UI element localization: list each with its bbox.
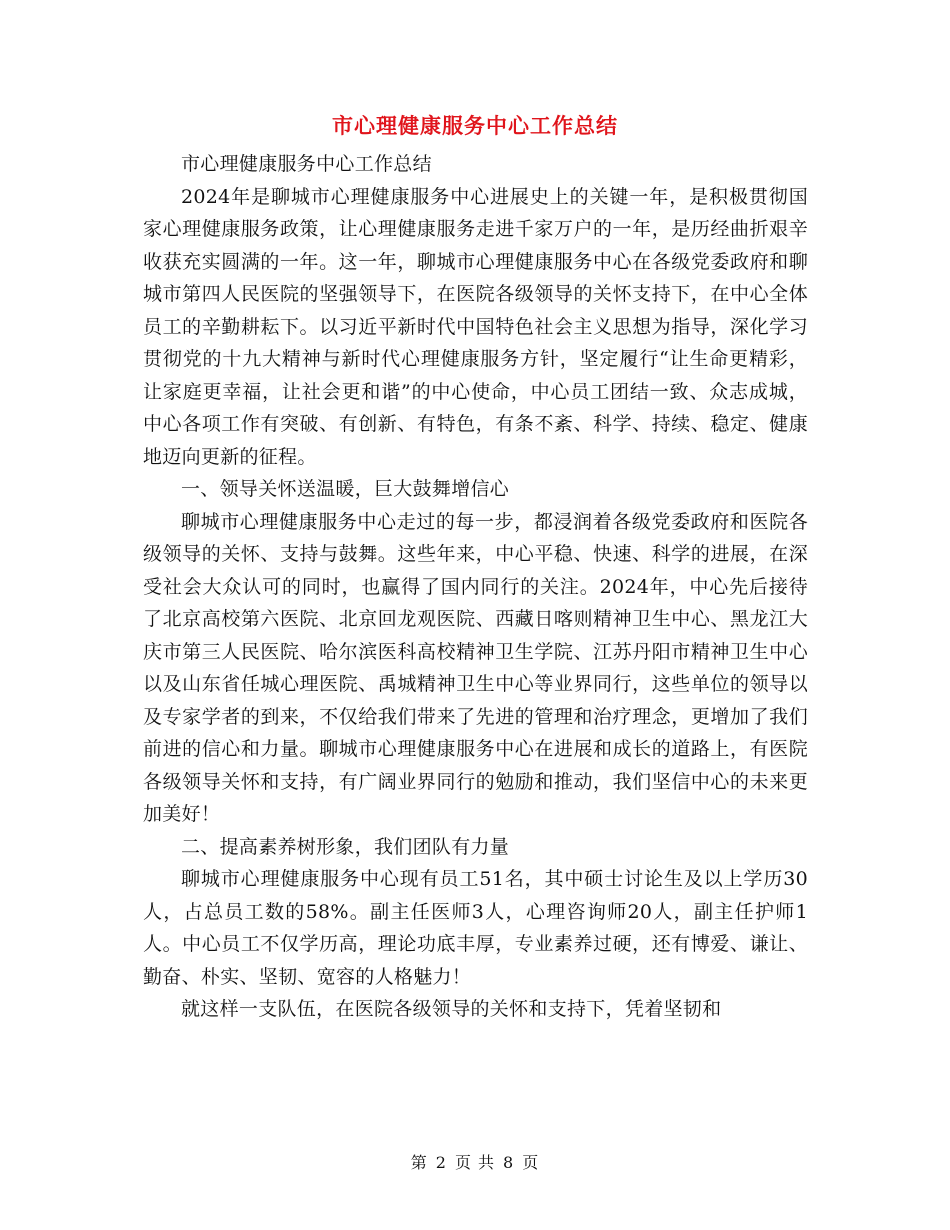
document-body (143, 148, 808, 1026)
footer-suffix: 页 (522, 1153, 540, 1172)
document-title: 市心理健康服务中心工作总结 (332, 113, 618, 138)
section-1-paragraph: 聊城市心理健康服务中心走过的每一步，都浸润着各级党委政府和医院各级领导的关怀、支持与鼓舞。这些年来，中心平稳、快速、科学的进展，在深受社会大众认可的同时，也赢得了国内同行的关注。2024年，中心先后接待了北京高校第六医院、北京回龙观医院、西藏日喀则精神卫生中心、黑龙江大庆市第三人民医院、哈尔滨医科高校精神卫生学院、江苏丹阳市精神卫生中心以及山东省任城心理医院、禹城精神卫生中心等业界同行，这些单位的领导以及专家学者的到来，不仅给我们带来了先进的管理和治疗理念，更增加了我们前进的信心和力量。聊城市心理健康服务中心在进展和成长的道路上，有医院各级领导关怀和支持，有广阔业界同行的勉励和推动，我们坚信中心的未来更加美好！ (143, 510, 808, 825)
continuation-paragraph: 就这样一支队伍，在医院各级领导的关怀和支持下，凭着坚韧和 (181, 998, 722, 1020)
footer-current-page: 2 (435, 1153, 447, 1172)
footer-middle: 页 共 (454, 1153, 496, 1172)
footer-prefix: 第 (410, 1153, 428, 1172)
section-heading-2: 二、提高素养树形象，我们团队有力量 (181, 835, 510, 858)
intro-paragraph: 2024年是聊城市心理健康服务中心进展史上的关键一年，是积极贯彻国家心理健康服务政策，让心理健康服务走进千家万户的一年，是历经曲折艰辛收获充实圆满的一年。这一年，聊城市心理健康服务中心在各级党委政府和聊城市第四人民医院的坚强领导下，在医院各级领导的关怀支持下，在中心全体员工的辛勤耕耘下。以习近平新时代中国特色社会主义思想为指导，深化学习贯彻党的十九大精神与新时代心理健康服务方针，坚定履行“让生命更精彩，让家庭更幸福，让社会更和谐”的中心使命，中心员工团结一致、众志成城，中心各项工作有突破、有创新、有特色，有条不紊、科学、持续、稳定、健康地迈向更新的征程。 (143, 185, 808, 468)
section-heading-1: 一、领导关怀送温暖，巨大鼓舞增信心 (181, 478, 510, 500)
page-footer (0, 1150, 950, 1173)
subtitle-paragraph: 市心理健康服务中心工作总结 (181, 153, 432, 175)
footer-total-pages: 8 (503, 1153, 515, 1172)
section-2-paragraph: 聊城市心理健康服务中心现有员工51名，其中硕士讨论生及以上学历30人，占总员工数的58%。副主任医师3人，心理咨询师20人，副主任护师1人。中心员工不仅学历高，理论功底丰厚，专业素养过硬，还有博爱、谦让、勤奋、朴实、坚韧、宽容的人格魅力！ (143, 868, 808, 988)
